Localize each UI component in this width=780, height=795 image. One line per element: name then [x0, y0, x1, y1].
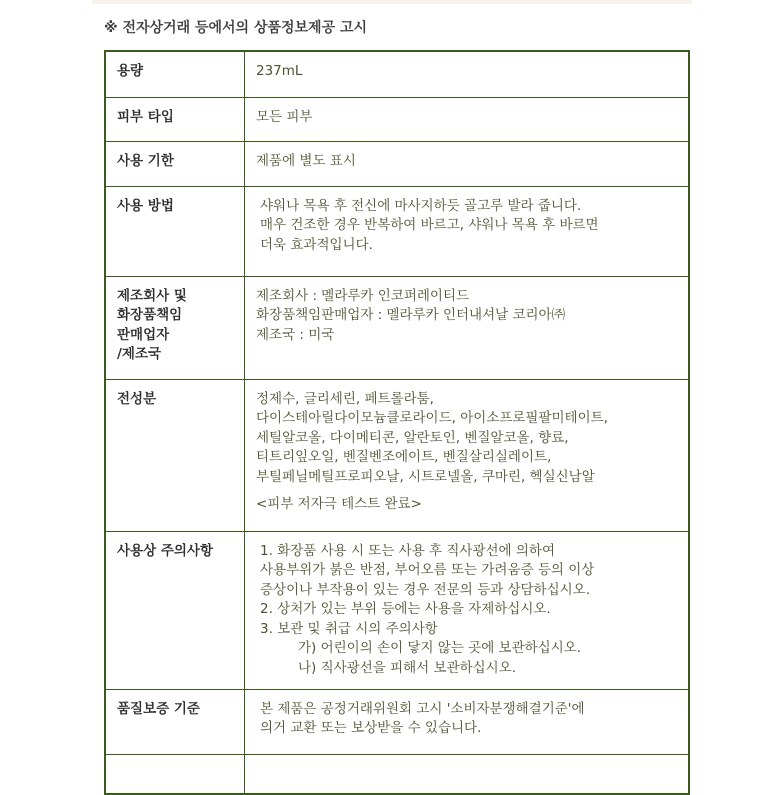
- label-text: 사용 방법: [117, 197, 174, 214]
- label-text: 사용상 주의사항: [117, 542, 213, 559]
- value-text: 증상이나 부작용이 있는 경우 전문의 등과 상담하십시오.: [260, 581, 590, 598]
- value-text: 더욱 효과적입니다.: [260, 236, 373, 253]
- value-text: 제품에 별도 표시: [256, 152, 356, 169]
- label-text: 피부 타입: [117, 108, 174, 125]
- value-text: 1. 화장품 사용 시 또는 사용 후 직사광선에 의하여: [260, 542, 555, 559]
- test-note: <피부 저자극 테스트 완료>: [256, 496, 422, 512]
- table-row: [105, 689, 689, 754]
- value-text: 모든 피부: [256, 108, 313, 125]
- table-row: [105, 379, 689, 531]
- row-label: [105, 186, 245, 276]
- sub-item-text: 가) 어린이의 손이 닿지 않는 곳에 보관하십시오.: [298, 640, 582, 656]
- label-text: 사용 기한: [117, 152, 174, 169]
- row-label: [105, 754, 245, 794]
- value-text: 샤워나 목욕 후 전신에 마사지하듯 골고루 발라 줍니다.: [260, 197, 582, 214]
- label-text: 용량: [117, 63, 144, 79]
- product-info-panel: [92, 0, 692, 761]
- row-value: [245, 51, 690, 97]
- label-text: 판매업자: [117, 326, 170, 343]
- row-label: [105, 689, 245, 754]
- row-value: [245, 141, 690, 186]
- value-text: 다이스테아릴다이모늄클로라이드, 아이소프로필팔미테이트,: [256, 410, 608, 426]
- top-strip: [92, 0, 692, 4]
- row-value: [245, 689, 690, 754]
- value-text: 매우 건조한 경우 반복하여 바르고, 샤워나 목욕 후 바르면: [260, 217, 599, 233]
- row-value: [245, 97, 690, 141]
- value-text: 의거 교환 또는 보상받을 수 있습니다.: [260, 720, 482, 736]
- table-row: [105, 276, 689, 379]
- value-text: 티트리잎오일, 벤질벤조에이트, 벤질살리실레이트,: [256, 449, 552, 465]
- section-title: ※ 전자상거래 등에서의 상품정보제공 고시: [104, 20, 368, 36]
- row-value: [245, 186, 690, 276]
- row-label: [105, 379, 245, 531]
- sub-item-text: 나) 직사광선을 피해서 보관하십시오.: [298, 659, 517, 676]
- value-text: 세틸알코올, 다이메티콘, 알란토인, 벤질알코올, 향료,: [256, 429, 569, 446]
- value-text: 화장품책임판매업자 : 멜라루카 인터내셔날 코리아㈜: [256, 307, 566, 323]
- row-label: [105, 97, 245, 141]
- row-value: [245, 531, 690, 689]
- value-text: 정제수, 글리세린, 페트롤라툼,: [256, 390, 434, 407]
- value-text: 제조회사 : 멜라루카 인코퍼레이티드: [256, 287, 470, 304]
- table-row: [105, 754, 689, 794]
- product-info-table: [104, 50, 690, 795]
- value-text: 3. 보관 및 취급 시의 주의사항: [260, 620, 438, 637]
- table-row: [105, 186, 689, 276]
- value-text: 2. 상처가 있는 부위 등에는 사용을 자제하십시오.: [260, 601, 551, 617]
- value-text: 사용부위가 붉은 반점, 부어오름 또는 가려움증 등의 이상: [260, 562, 595, 578]
- label-text: 화장품책임: [117, 307, 183, 323]
- value-text: 제조국 : 미국: [256, 326, 335, 343]
- label-text: 전성분: [117, 390, 157, 407]
- label-text: 품질보증 기준: [117, 700, 200, 717]
- row-label: [105, 51, 245, 97]
- table-row: [105, 531, 689, 689]
- table-row: [105, 97, 689, 141]
- table-row: [105, 51, 689, 97]
- row-value: [245, 276, 690, 379]
- row-value: [245, 379, 690, 531]
- value-text: 본 제품은 공정거래위원회 고시 '소비자분쟁해결기준'에: [260, 700, 585, 717]
- value-text: 부틸페닐메틸프로피오날, 시트로넬올, 쿠마린, 헥실신남알: [256, 468, 595, 485]
- label-text: /제조국: [117, 346, 162, 362]
- row-label: [105, 276, 245, 379]
- row-label: [105, 531, 245, 689]
- label-text: 제조회사 및: [117, 287, 187, 304]
- value-text: 237mL: [256, 63, 303, 79]
- row-label: [105, 141, 245, 186]
- table-row: [105, 141, 689, 186]
- row-value: [245, 754, 690, 794]
